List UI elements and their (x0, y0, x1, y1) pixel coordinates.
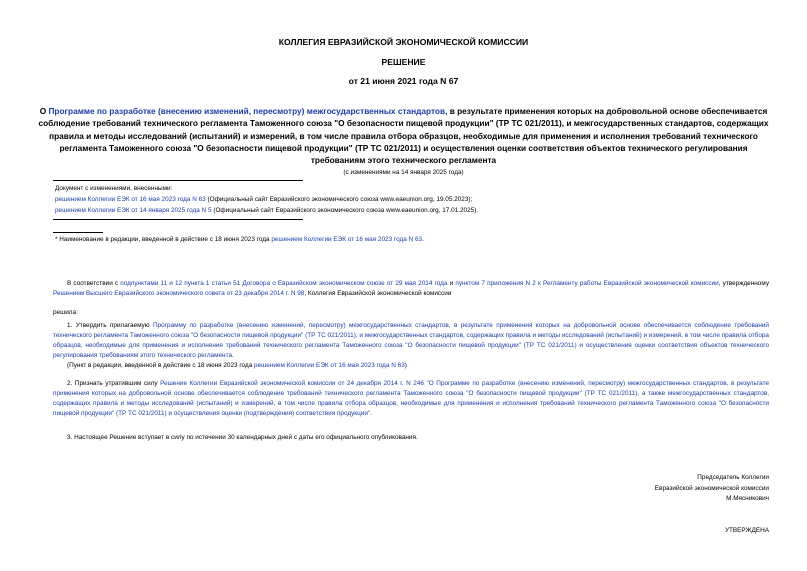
footnote-divider (53, 232, 103, 233)
change-link[interactable]: решением Коллегии ЕЭК от 16 мая 2023 года N 63 (55, 196, 206, 203)
signer-organization: Евразийской экономической комиссии (654, 484, 769, 492)
item-3-paragraph: 3. Настоящее Решение вступает в силу по истечении 30 календарных дней с даты его официального опубликования. (67, 434, 418, 441)
council-decision-link[interactable]: Решением Высшего Евразийского экономического совета от 23 декабря 2014 г. N 98 (53, 290, 305, 298)
item-2-end: . (370, 410, 372, 418)
preamble-text: , утвержденному (718, 280, 770, 287)
changes-heading: Документ с изменениями, внесенными: (55, 185, 173, 192)
title-prefix: О (39, 106, 49, 116)
change-source: (Официальный сайт Евразийского экономического союза www.eaeunion.org, 17.01.2025). (211, 207, 479, 214)
change-source: (Официальный сайт Евразийского экономического союза www.eaeunion.org, 19.05.2023); (205, 196, 473, 203)
approved-label: УТВЕРЖДЕНА (724, 527, 769, 534)
change-item (55, 195, 472, 206)
program-link[interactable]: Программу по разработке (внесению изменений, пересмотру) межгосударственных стандартов, в результате применения которых на добровольной основе обеспечивается соблюдение требований технического регламента Таможенного союза "О безопасности пищевой продукции" (ТР ТС 021/2011), и межгосударственных стандартов, содержащих правила и методы исследований (испытаний) и измерений, в том числе правила отбора образцов, необходимые для применения и исполнения требований технического регламента Таможенного союза "О безопасности пищевой продукции" (ТР ТС 021/2011) и осуществления оценки соответствия объектов технического регулирования требованиям этого технического регламента (53, 322, 769, 360)
change-link[interactable]: решением Коллегии ЕЭК от 14 января 2025 года N 5 (55, 207, 212, 214)
title-program-link[interactable]: Программе по разработке (внесению изменений, пересмотру) межгосударственных стандартов, (48, 106, 448, 116)
issuing-body: КОЛЛЕГИЯ ЕВРАЗИЙСКОЙ ЭКОНОМИЧЕСКОЙ КОМИССИИ (278, 37, 529, 47)
document-title (38, 105, 769, 166)
item-1-paragraph (53, 321, 769, 361)
preamble-text: и (447, 280, 456, 287)
treaty-link[interactable]: подпунктами 11 и 12 пункта 1 статьи 51 Договора о Евразийском экономическом союзе от 29 мая 2014 года (120, 280, 448, 287)
signer-name: М.Мясникович (726, 495, 769, 503)
changes-top-divider (53, 180, 303, 181)
edition-note-text: (Пункт в редакции, введенной в действие с 18 июня 2023 года (67, 362, 255, 369)
item-2-paragraph (53, 379, 769, 419)
resolved-label: решила: (53, 309, 78, 316)
document-date: от 21 июня 2021 года N 67 (348, 76, 459, 86)
preamble-paragraph (53, 279, 769, 299)
document-type: РЕШЕНИЕ (381, 57, 426, 67)
changes-note: (с изменениями на 14 января 2025 года) (343, 169, 464, 176)
item-2-text: 2. Признать утратившим силу (67, 380, 161, 387)
item-1-text: 1. Утвердить прилагаемую (67, 322, 153, 329)
item-1-edition-note (67, 361, 407, 372)
preamble-text: , Коллегия Евразийской экономической комиссии (304, 290, 452, 298)
signature-block (655, 473, 769, 505)
preamble-text: В соответствии с (67, 280, 121, 287)
regulation-link[interactable]: пунктом 7 приложения N 2 к Регламенту работы Евразийской экономической комиссии (455, 280, 719, 287)
footnote (55, 235, 424, 246)
change-item (55, 206, 478, 217)
repealed-decision-link[interactable]: Решение Коллегии Евразийской экономической комиссии от 24 декабря 2014 г. N 246 "О Программе по разработке (внесению изменений, пересмотру) межгосударственных стандартов, в результате применения которых на добровольной основе обеспечивается соблюдение требований технического регламента Таможенного союза "О безопасности пищевой продукции" (ТР ТС 021/2011), а также межгосударственных стандартов, содержащих правила и методы исследований (испытаний) и измерений, в том числе правила отбора образцов, необходимые для применения и исполнения требований технического регламента Таможенного союза "О безопасности пищевой продукции" (ТР ТС 021/2011) и осуществления оценки (подтверждения) соответствия продукции" (53, 380, 769, 418)
edition-note-link[interactable]: решением Коллегии ЕЭК от 16 мая 2023 года N 63 (254, 362, 405, 369)
changes-bottom-divider (53, 219, 303, 220)
footnote-end: . (422, 236, 424, 243)
signer-position: Председатель Коллегии (697, 474, 769, 481)
footnote-link[interactable]: решением Коллегии ЕЭК от 16 мая 2023 года N 63 (271, 236, 423, 243)
title-rest: в результате применения которых на добровольной основе обеспечивается соблюдение требований технического регламента Таможенного союза "О безопасности пищевой продукции" (ТР ТС 021/2011), и межгосударственных стандартов, содержащих правила и методы исследований (испытаний) и измерений, в том числе правила отбора образцов, необходимые для применения и исполнения требований технического регламента Таможенного союза "О безопасности пищевой продукции" (ТР ТС 021/2011) и осуществления оценки соответствия объектов технического регулирования требованиям этого технического регламента (38, 106, 769, 166)
footnote-text: * Наименование в редакции, введенной в действие с 18 июня 2023 года (55, 236, 272, 243)
item-1-end: . (232, 352, 234, 360)
edition-note-end: ) (404, 362, 407, 369)
